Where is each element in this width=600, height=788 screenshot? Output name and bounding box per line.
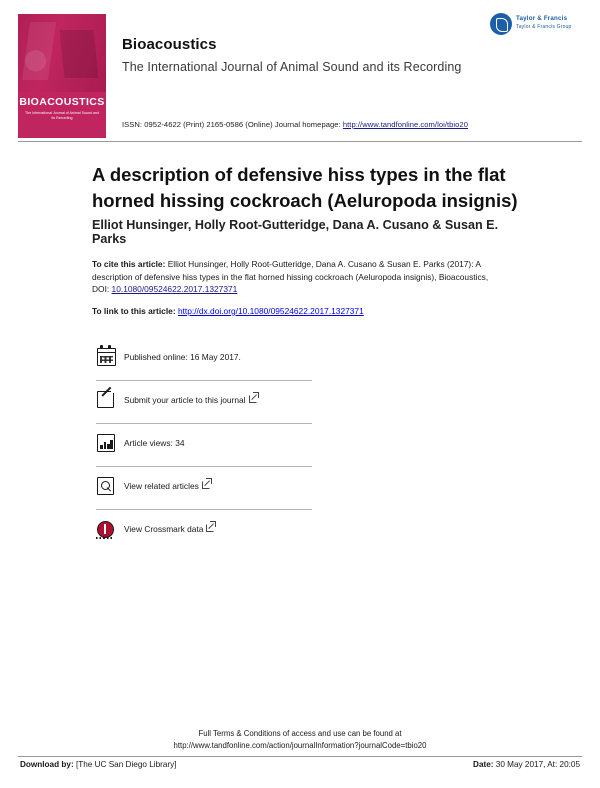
- list-item: [96, 338, 312, 381]
- calendar-icon: [96, 346, 116, 368]
- article-url-link[interactable]: http://dx.doi.org/10.1080/09524622.2017.1327371: [177, 306, 364, 316]
- journal-cover-image: [18, 14, 106, 138]
- list-item: [96, 424, 312, 467]
- bar-chart-icon: [96, 432, 116, 454]
- cover-subtitle: The International Journal of Animal Sound and its Recording: [25, 111, 99, 120]
- external-link-icon: [249, 395, 257, 403]
- journal-name: Bioacoustics: [122, 36, 217, 53]
- article-authors: Elliot Hunsinger, Holly Root-Gutteridge, Dana A. Cusano & Susan E. Parks: [92, 218, 499, 246]
- terms-url[interactable]: http://www.tandfonline.com/action/journalInformation?journalCode=tbio20: [173, 740, 427, 750]
- journal-homepage-link[interactable]: http://www.tandfonline.com/loi/tbio20: [342, 120, 468, 129]
- citation-block: [92, 258, 492, 296]
- journal-tagline: The International Journal of Animal Sound and its Recording: [122, 60, 462, 74]
- document-search-icon: [96, 475, 116, 497]
- journal-header: [0, 0, 600, 140]
- issn-text: ISSN: 0952-4622 (Print) 2165-0586 (Online) Journal homepage:: [122, 120, 343, 129]
- list-item[interactable]: [96, 381, 312, 424]
- publisher-group: Taylor & Francis Group: [516, 24, 572, 30]
- external-link-icon: [202, 481, 210, 489]
- download-by-label: Download by:: [20, 760, 74, 769]
- list-item[interactable]: [96, 510, 312, 552]
- published-online-label: Published online: 16 May 2017.: [124, 352, 241, 362]
- taylor-francis-icon: [490, 13, 512, 35]
- header-divider: [18, 141, 582, 142]
- date-value: 30 May 2017, At: 20:05: [493, 760, 580, 769]
- publisher-logo: [490, 12, 582, 38]
- date-label: Date:: [473, 760, 494, 769]
- download-by-value: [The UC San Diego Library]: [73, 760, 177, 769]
- page-title: A description of defensive hiss types in the flat horned hissing cockroach (Aeluropoda insignis): [92, 164, 518, 211]
- view-crossmark-link[interactable]: View Crossmark data: [124, 524, 214, 534]
- issn-line: [122, 120, 468, 129]
- footer-terms: [0, 728, 600, 751]
- link-to-article-block: [92, 305, 492, 318]
- view-related-articles-link[interactable]: View related articles: [124, 481, 210, 491]
- cover-artwork: [18, 14, 106, 92]
- pencil-icon: [96, 389, 116, 411]
- citation-label: To cite this article:: [92, 259, 166, 269]
- submit-article-link[interactable]: Submit your article to this journal: [124, 395, 257, 405]
- footer-divider: [18, 756, 582, 757]
- external-link-icon: [206, 524, 214, 532]
- doi-link[interactable]: 10.1080/09524622.2017.1327371: [111, 284, 238, 295]
- article-views-count: Article views: 34: [124, 438, 185, 448]
- cover-title: BIOACOUSTICS: [19, 96, 105, 108]
- article-actions-list: [96, 338, 312, 552]
- publisher-name: Taylor & Francis: [516, 15, 568, 22]
- link-to-article-label: To link to this article:: [92, 306, 176, 316]
- crossmark-icon: [96, 518, 116, 540]
- list-item[interactable]: [96, 467, 312, 510]
- download-by-info: [20, 760, 177, 769]
- terms-line-1: Full Terms & Conditions of access and use can be found at: [198, 729, 402, 738]
- citation-text: Elliot Hunsinger, Holly Root-Gutteridge, Dana A. Cusano & Susan E. Parks (2017): A description of defensive hiss types in the flat horned hissing cockroach (Aeluropoda insignis), Bioacoustics, DOI:: [92, 259, 489, 295]
- download-date-info: [473, 760, 580, 769]
